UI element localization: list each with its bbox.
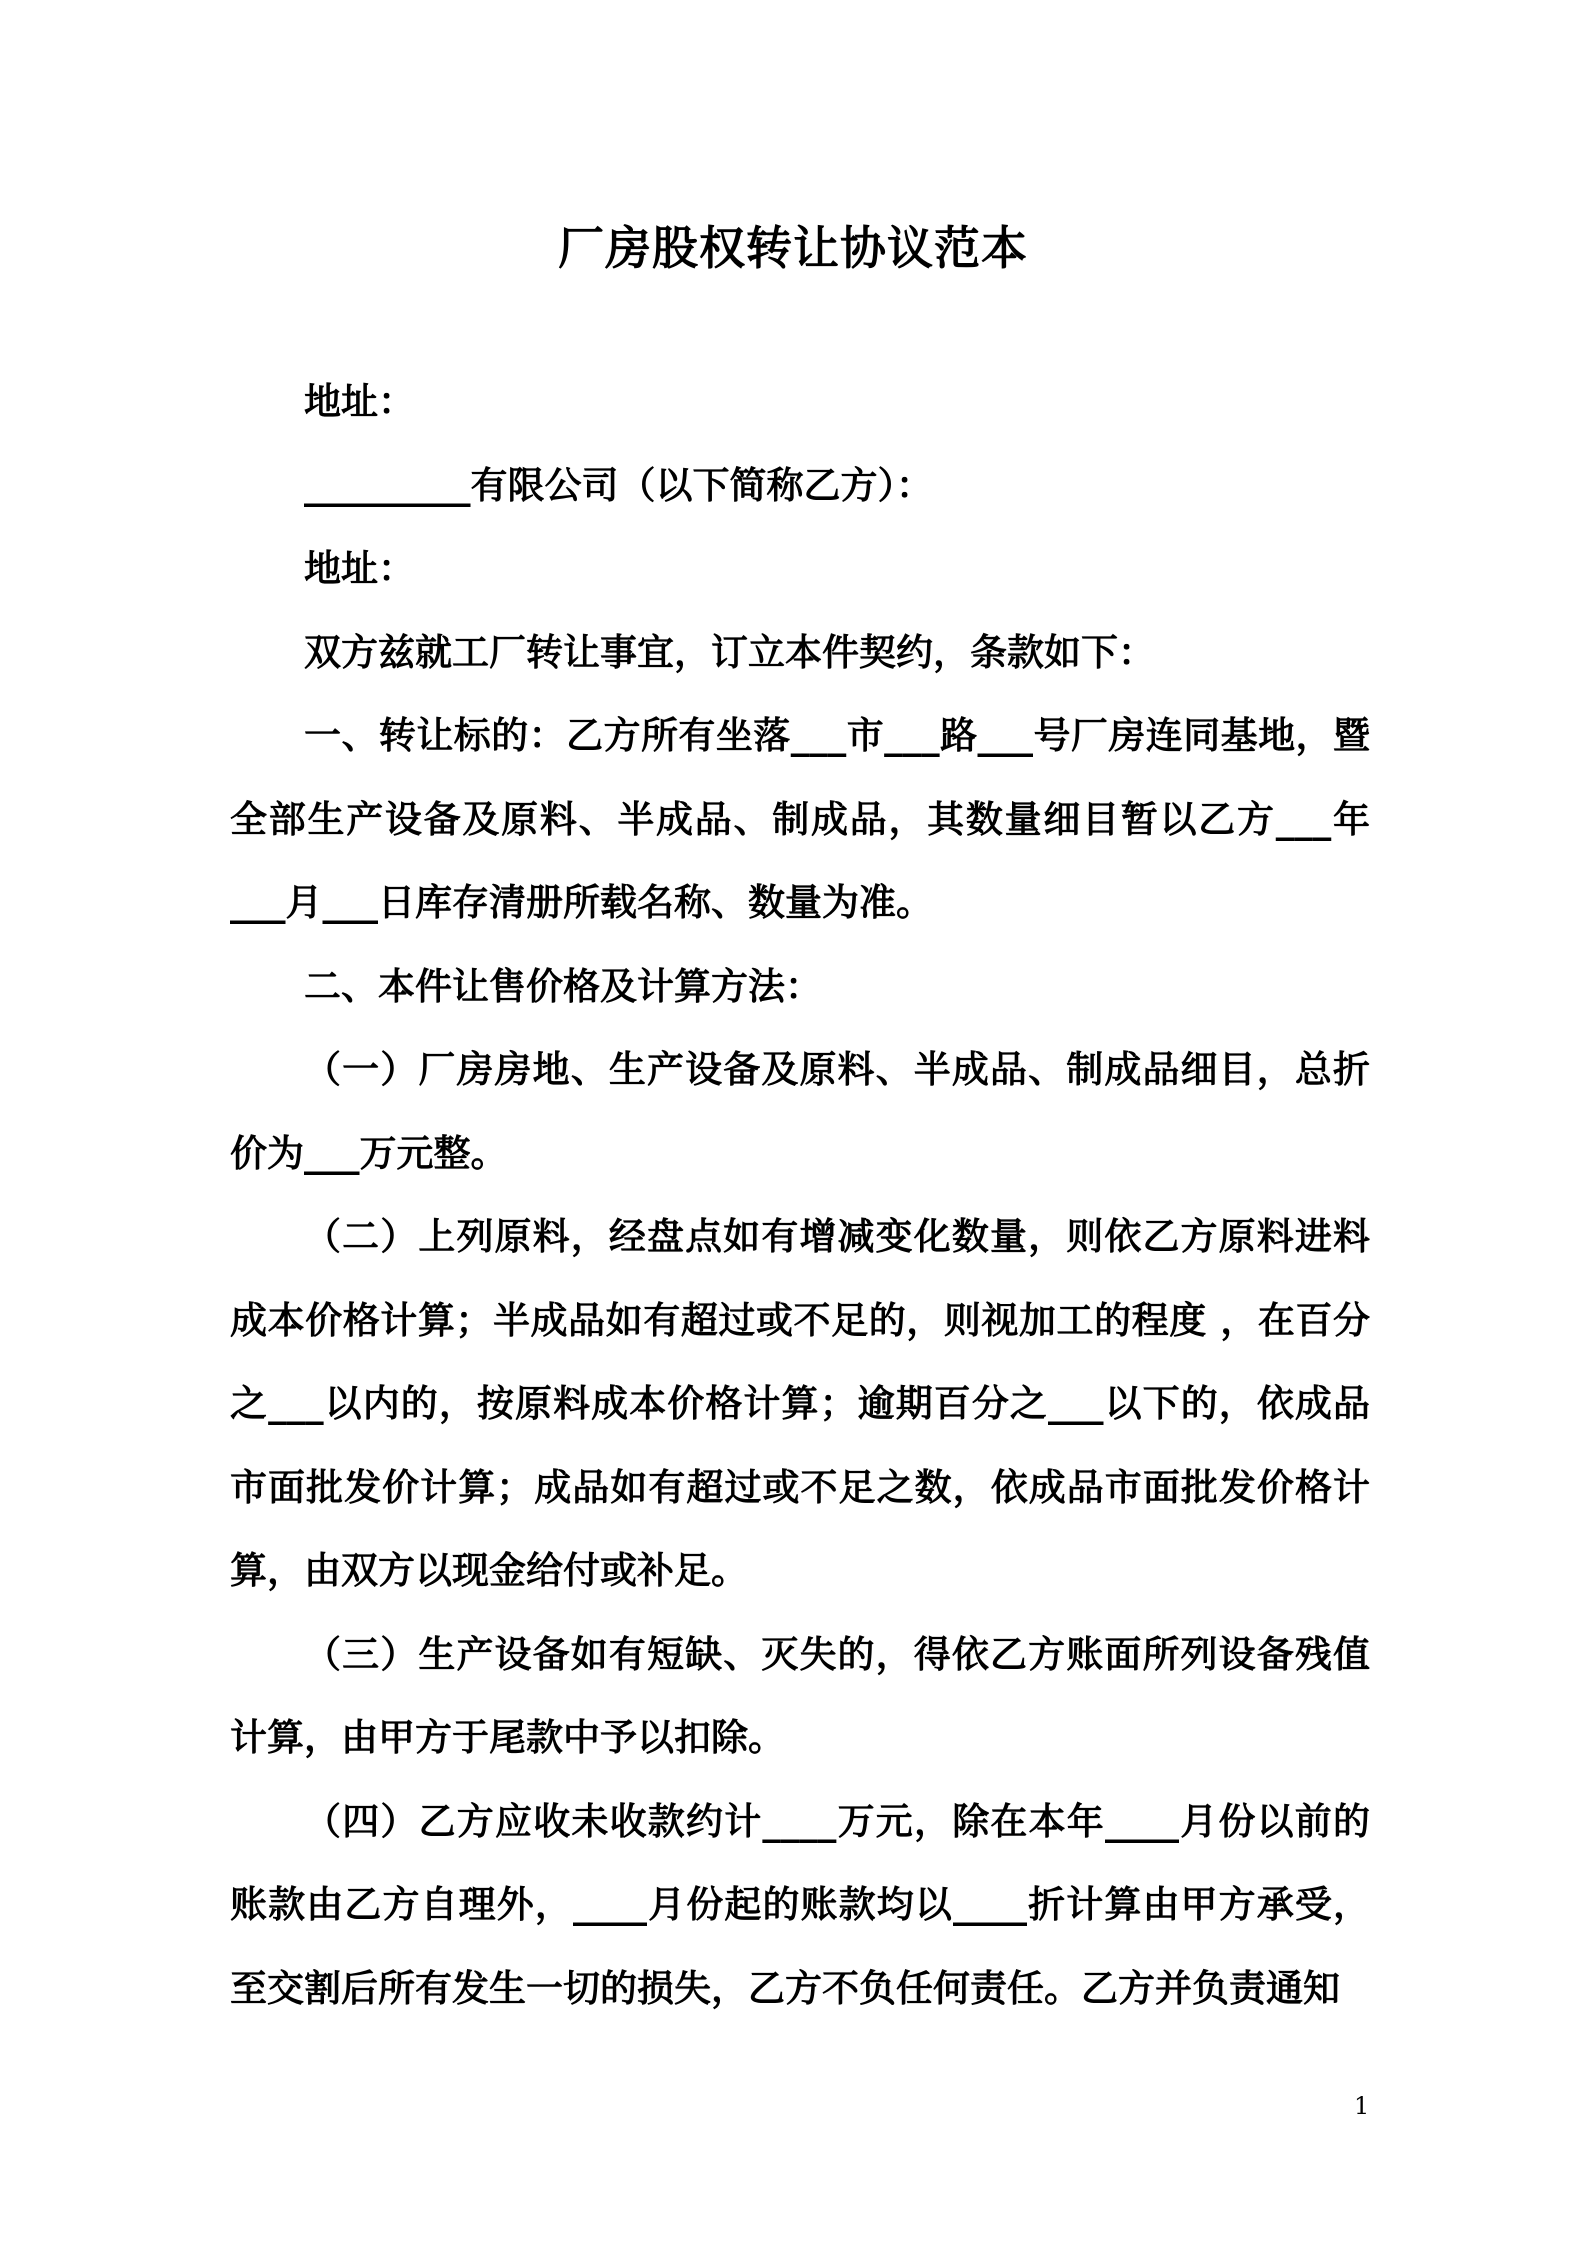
- paragraph-item-2: （二）上列原料，经盘点如有增减变化数量，则依乙方原料进料成本价格计算；半成品如有超过或不足的，则视加工的程度 ，在百分之___以内的，按原料成本价格计算；逾期百分之___以下的，依成品市面批发价计算；成品如有超过或不足之数，依成品市面批发价格计算，由双方以现金给付或补足。: [230, 1215, 1370, 1592]
- paragraph-item-4: （四）乙方应收未收款约计____万元，除在本年____月份以前的账款由乙方自理外，____月份起的账款均以____折计算由甲方承受，至交割后所有发生一切的损失，乙方不负任何责任。乙方并负责通知: [230, 1799, 1370, 2010]
- paragraph-item-3: （三）生产设备如有短缺、灭失的，得依乙方账面所列设备残值计算，由甲方于尾款中予以扣除。: [230, 1632, 1370, 1759]
- document-title: 厂房股权转让协议范本: [558, 221, 1028, 275]
- paragraph-item-1: （一）厂房房地、生产设备及原料、半成品、制成品细目，总折价为___万元整。: [230, 1048, 1370, 1175]
- paragraph-address-2: 地址：: [304, 547, 415, 590]
- paragraph-address-1: 地址：: [304, 380, 415, 423]
- paragraph-clause-2: 二、本件让售价格及计算方法：: [304, 964, 822, 1008]
- page-number: 1: [1354, 2092, 1370, 2120]
- paragraph-intro: 双方兹就工厂转让事宜，订立本件契约，条款如下：: [304, 630, 1155, 674]
- document-body: [230, 360, 1370, 2030]
- paragraph-party-b: _________有限公司（以下简称乙方）：: [304, 463, 933, 507]
- paragraph-clause-1: 一、转让标的：乙方所有坐落___市___路___号厂房连同基地，暨全部生产设备及原料、半成品、制成品，其数量细目暂以乙方___年___月___日库存清册所载名称、数量为准。: [230, 714, 1370, 924]
